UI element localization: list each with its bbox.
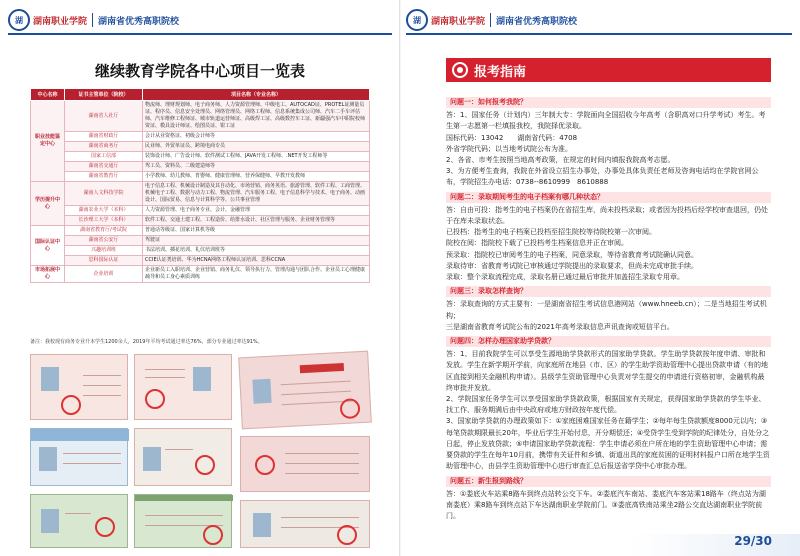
items-cell: 装饰设计师、广告设计师、软件测试工程师、JAVA开发工程师、.NET开发工程师等: [143, 152, 370, 162]
table-row: [31, 132, 370, 142]
table-body: [31, 101, 370, 283]
answer-paragraph: 答：录取查询的方式主要有：一是湖南省招生考试信息港网站（www.hneeb.cn）；二是当地招生考试机构；: [446, 300, 767, 320]
header-divider: [92, 13, 93, 27]
logo-text: 湖南职业学院: [431, 16, 486, 27]
college-logo-icon: [406, 9, 428, 31]
college-logo-icon: [8, 9, 30, 31]
items-cell: 民业师、外贸单证员、跨境电商专员: [143, 142, 370, 152]
unit-cell: 长沙理工大学（本科）: [65, 216, 143, 226]
project-table: [30, 88, 370, 283]
table-row: [31, 172, 370, 182]
items-cell: 人力资源管理、电子商务专业、会计、金融管理: [143, 206, 370, 216]
answer-paragraph: 3、为方便考生查询，我院在外省设立招生办事处，办事处具体负责任老师及咨询电话均在学院官网公布，学院招生办电话：0738--8610999 8610888: [446, 167, 759, 187]
items-cell: 普通话等级证、国家计算机等级: [143, 226, 370, 236]
table-note: 备注：我校现有商务专业升本学生1200余人，2019年平均考试通过率达76%，部分专业通过率达91%。: [30, 339, 263, 345]
answer-paragraph: 答：①娄底火车站乘8路车到终点站转公交下车。②娄底汽车南站、娄底汽车客站乘18路车（终点站为湖南娄底）乘8路车到终点站下车达湖南职业学院前门。③娄底高铁南站乘坐2路公交直达湖南职业学院前门。: [446, 489, 766, 521]
guide-title-bar: [446, 58, 771, 82]
items-cell: CCIE认证类培训、华为HCNA网络工程师认证培训、思科CCNA: [143, 256, 370, 266]
unit-cell: 湖南省人社厅: [65, 101, 143, 132]
target-icon: [452, 62, 468, 78]
unit-cell: 湖南省商务厅: [65, 142, 143, 152]
table-row: [31, 142, 370, 152]
page-number-band: [630, 534, 800, 556]
items-cell: 电子信息工程、机械设计制造及其自动化、市场营销、商务英语、旅游管理、软件工程、工商管理、机械电子工程、数据与动力工程、物流管理、汽车服务工程、电子信息科学与技术、电子商务、动画设计、国际贸易、信息与计算科学等、公共事业管理: [143, 182, 370, 206]
table-row: [31, 256, 370, 266]
center-name-cell: 市场拓展中心: [31, 266, 65, 283]
answer-paragraph: 2、各省、市考生按照当地高考政策，在规定的时间内填报我院高考志愿。: [446, 156, 675, 165]
center-name-cell: 国际认证中心: [31, 226, 65, 266]
right-header-rule: [406, 33, 792, 35]
center-name-cell: 学历提升中心: [31, 182, 65, 226]
header-divider: [490, 13, 491, 27]
answer-paragraph: 答：1、国家任务（计划内）三年制大专：学院面向全国招收今年高考（含职高对口升学考试）考生。考生第一志愿第一栏填报我校，我院择优录取。: [446, 111, 766, 131]
unit-cell: 湖南人文科技学院: [65, 182, 143, 206]
items-cell: 驾工员、资料员、二级建造师等: [143, 162, 370, 172]
answer-paragraph: 国标代码：13042 湖南省代码：4708: [446, 133, 578, 142]
unit-cell: 思科国际认证: [65, 256, 143, 266]
question-heading: 问题二：录取期间考生的电子档案有哪几种状态？: [446, 192, 771, 203]
items-cell: 书法培训、插花培训、礼仪培训班等: [143, 246, 370, 256]
table-row: [31, 246, 370, 256]
items-cell: 企业新员工入职培训、企业营销、商务礼仪、领导执行力、管理沟通与团队合作、企业员工心理健康疏导和员工身心素质训练: [143, 266, 370, 283]
guide-body: [446, 94, 771, 522]
answer-paragraph: 3、国家助学贷款的办理政策如下：①家庭困难国家任务在籍学生；②每年每生贷款额度8000元以内；③每笔贷款期限最长20年，毕业后学生开始付息，开分期偿还；④受贷学生受到学院的纪律处分，自处分之日起，停止发放贷款；⑤申请国家助学贷款流程：学生申请必须在户所在地的学生资助管理中心申请；需要贷款的学生在每年10月前，携带有关证件和乡镇、街道出具的家庭贫困的证明材料报户口所在地学生资助管理中心，由县学生资助管理中心进行审查汇总后报送省学贷中心审批办理。: [446, 417, 770, 471]
question-heading: 问题三：录取怎样查询？: [446, 286, 771, 297]
guide-title: 报考指南: [474, 64, 527, 80]
certificate-image: [134, 354, 232, 420]
answer-paragraph: 答：自由可投：指考生的电子档案仍在省招生库，尚未投档录取；或者因为投档后经学校审查退回，仍处于在库未录取状态。: [446, 205, 768, 226]
table-row: [31, 216, 370, 226]
unit-cell: 湖南农业大学（本科）: [65, 206, 143, 216]
answer-paragraph: 外省学院代码；以当地考试院公布为准。: [446, 144, 572, 153]
table-row: [31, 266, 370, 283]
page-spine: [399, 0, 401, 556]
items-cell: 物流师、理财规划师、电子商务师、人力资源管理师、中级电工、AUTOCAD证、PROTEL证测量员证、程序员、信息安全处理员、网络管理员、网络工程师、信息系统集成公司师、汽车二手车评估师、汽车维修工程师证、城市轨道运营师证、高级焊工证、高级数控车工证、新疆强汽车中职院校师资证、模具设计师证、绘图员证、钳工证: [143, 101, 370, 132]
answer-paragraph: 录取：整个录取流程完成，录取名册已通过最后审批并加盖招生录取专用章。: [446, 273, 684, 282]
logo-text: 湖南职业学院: [33, 16, 88, 27]
certificate-image: [238, 351, 372, 430]
answer-paragraph: 已投档：指考生的电子档案已投档至招生院校等待院校第一次审阅。: [446, 228, 656, 237]
right-header: [406, 8, 577, 32]
answer-paragraph: 三是湖南省教育考试院公布的2021年高考录取信息声讯查询或短信平台。: [446, 322, 674, 331]
unit-cell: 湖南省财政厅: [65, 132, 143, 142]
certificate-photos: [30, 354, 370, 550]
items-cell: 会计从业资格证、初级会计师等: [143, 132, 370, 142]
table-row: [31, 206, 370, 216]
table-header-row: [31, 89, 370, 101]
page-number: 29/30: [734, 534, 772, 548]
answer-paragraph: 录取待审：省教育考试院已审核通过学院提出的录取要求，但尚未完成审批手续。: [446, 261, 698, 270]
table-header-cell: 中心名称: [31, 89, 65, 101]
items-cell: 驾驶证: [143, 236, 370, 246]
items-cell: 软件工程、交通土建工程、工程造价、给排水设计、社区管理与服务、企业财务管理等: [143, 216, 370, 226]
certificate-image: [30, 354, 128, 420]
unit-cell: 湖南省教育厅/考试院: [65, 226, 143, 236]
unit-cell: 企业培训: [65, 266, 143, 283]
table-row: [31, 101, 370, 132]
table-row: [31, 162, 370, 172]
center-name-cell: 职业技能鉴定中心: [31, 101, 65, 182]
answer-paragraph: 院校在阅：指院校下载了已投档考生档案信息并正在审阅。: [446, 239, 628, 248]
certificate-image: [134, 494, 232, 548]
certificate-image: [134, 428, 232, 486]
answer-paragraph: 2、学院国家任务学生可以享受国家助学贷款政策，根据国家有关规定，获得国家助学贷款的学生毕业、找工作、服务期满后由中央政府或地方财政按年度代偿。: [446, 395, 766, 415]
question-heading: 问题一：如何报考我院？: [446, 97, 771, 108]
logo-mark: 湖: [413, 15, 421, 25]
certificate-image: [240, 436, 370, 492]
table-row: [31, 236, 370, 246]
certificate-image: [240, 500, 370, 548]
unit-cell: 国家工信部: [65, 152, 143, 162]
answer-paragraph: 答：1、目前我院学生可以享受生源地助学贷款形式的国家助学贷款。学生助学贷款按年度申请、审批和发放。学生在新学期开学前，向家庭所在地县（市、区）的学生助学资助管理中心提出贷款申请（有的地区直接到相关金融机构申请）。县级学生资助管理中心负责对学生提交的申请进行资格初审，金融机构最终审批并发放。: [446, 350, 768, 392]
header-subtitle: 湖南省优秀高职院校: [98, 16, 180, 27]
unit-cell: 湖南省交通厅: [65, 162, 143, 172]
table-header-cell: 项目名称（专业名称）: [143, 89, 370, 101]
table-row: [31, 152, 370, 162]
question-heading: 问题四：怎样办理国家助学贷款？: [446, 336, 771, 347]
unit-cell: 兴趣培训班: [65, 246, 143, 256]
unit-cell: 湖南省公安厅: [65, 236, 143, 246]
header-subtitle: 湖南省优秀高职院校: [496, 16, 578, 27]
table-row: [31, 226, 370, 236]
left-header: [8, 8, 179, 32]
logo-mark: 湖: [15, 15, 23, 25]
left-header-rule: [8, 33, 392, 35]
certificate-image: [30, 428, 128, 486]
answer-paragraph: 预录取：指院校已审阅考生的电子档案，同意录取，等待省教育考试院确认同意。: [446, 250, 698, 259]
page-title: 继续教育学院各中心项目一览表: [94, 62, 305, 80]
unit-cell: 湖南省教育厅: [65, 172, 143, 182]
certificate-image: [30, 494, 128, 548]
table-row: [31, 182, 370, 206]
table-header-cell: 证书主管单位（院校）: [65, 89, 143, 101]
question-heading: 问题五：新生报到路线？: [446, 476, 771, 487]
items-cell: 小学教师、幼儿教师、育婴师、健康管理师、营养保健师、早教开发教师: [143, 172, 370, 182]
